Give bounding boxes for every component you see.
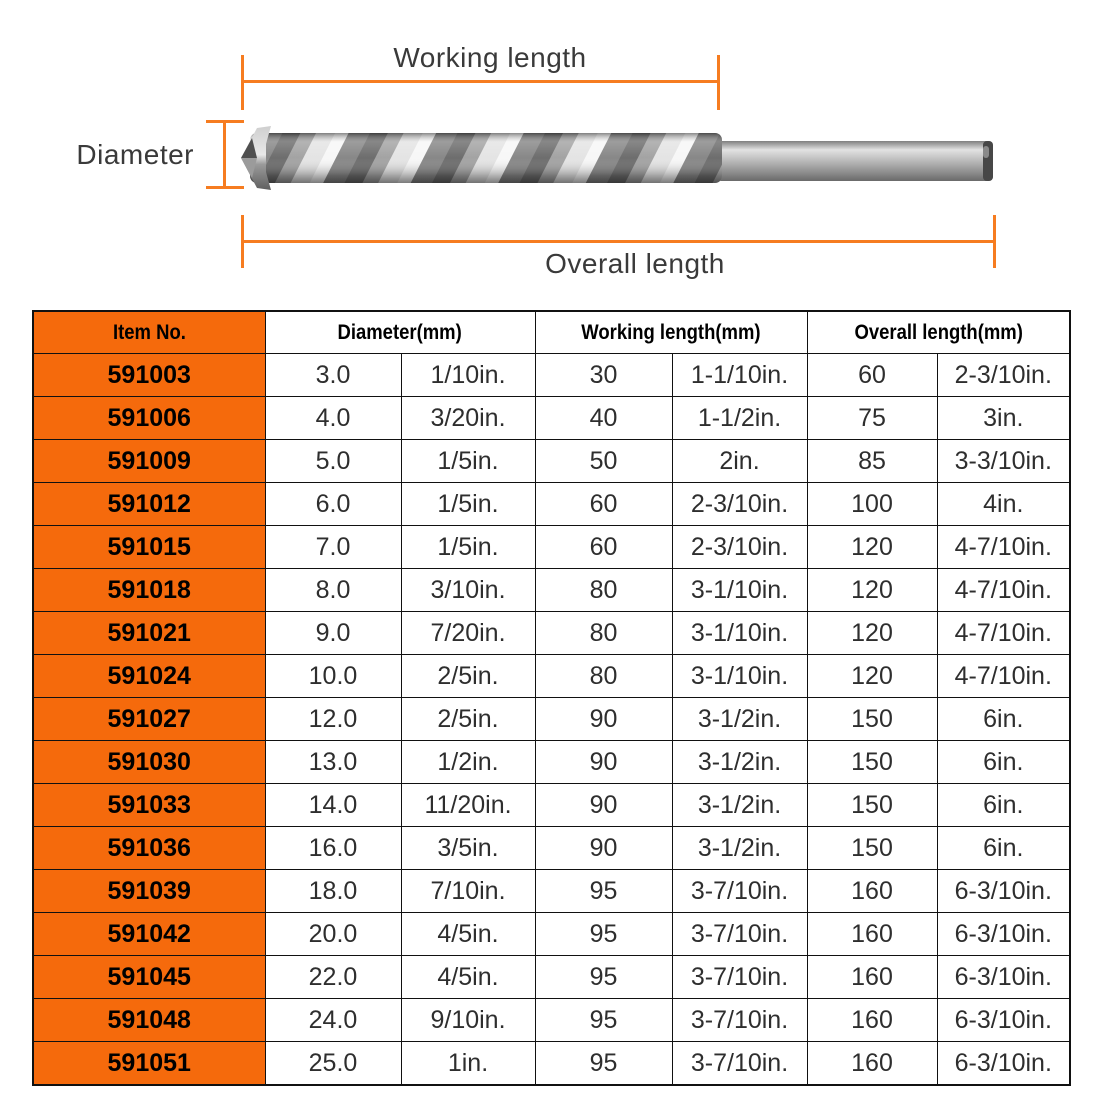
spec-cell: 1/5in. bbox=[401, 526, 535, 569]
overall-length-line bbox=[243, 240, 996, 243]
spec-cell: 4/5in. bbox=[401, 913, 535, 956]
spec-cell: 2-3/10in. bbox=[672, 526, 807, 569]
item-no-cell: 591021 bbox=[33, 612, 265, 655]
spec-row bbox=[33, 612, 1070, 655]
spec-cell: 90 bbox=[535, 784, 672, 827]
spec-cell: 7/20in. bbox=[401, 612, 535, 655]
spec-cell: 4-7/10in. bbox=[937, 612, 1070, 655]
spec-cell: 4/5in. bbox=[401, 956, 535, 999]
spec-cell: 160 bbox=[807, 870, 937, 913]
spec-cell: 100 bbox=[807, 483, 937, 526]
col-header-item-no bbox=[33, 311, 265, 354]
spec-cell: 160 bbox=[807, 956, 937, 999]
spec-cell: 80 bbox=[535, 612, 672, 655]
spec-cell: 3-3/10in. bbox=[937, 440, 1070, 483]
item-no-cell: 591051 bbox=[33, 1042, 265, 1086]
spec-cell: 4in. bbox=[937, 483, 1070, 526]
working-length-line bbox=[243, 80, 720, 83]
spec-row bbox=[33, 999, 1070, 1042]
item-no-cell: 591012 bbox=[33, 483, 265, 526]
spec-row bbox=[33, 569, 1070, 612]
spec-cell: 7.0 bbox=[265, 526, 401, 569]
col-header-diameter-label: Diameter(mm) bbox=[337, 320, 463, 344]
spec-cell: 18.0 bbox=[265, 870, 401, 913]
spec-cell: 95 bbox=[535, 956, 672, 999]
spec-cell: 13.0 bbox=[265, 741, 401, 784]
diameter-line bbox=[223, 120, 226, 189]
spec-cell: 95 bbox=[535, 870, 672, 913]
item-no-cell: 591039 bbox=[33, 870, 265, 913]
spec-cell: 16.0 bbox=[265, 827, 401, 870]
working-length-tick-left bbox=[241, 55, 244, 110]
spec-row bbox=[33, 698, 1070, 741]
spec-cell: 2in. bbox=[672, 440, 807, 483]
spec-cell: 3-7/10in. bbox=[672, 913, 807, 956]
drill-flutes bbox=[250, 133, 722, 183]
spec-cell: 10.0 bbox=[265, 655, 401, 698]
spec-cell: 60 bbox=[807, 354, 937, 397]
spec-cell: 1-1/2in. bbox=[672, 397, 807, 440]
col-header-item-no-label: Item No. bbox=[112, 320, 186, 344]
spec-cell: 6in. bbox=[937, 784, 1070, 827]
spec-cell: 2-3/10in. bbox=[937, 354, 1070, 397]
spec-cell: 60 bbox=[535, 483, 672, 526]
spec-row bbox=[33, 870, 1070, 913]
spec-cell: 3-1/2in. bbox=[672, 784, 807, 827]
spec-cell: 3-7/10in. bbox=[672, 956, 807, 999]
spec-row bbox=[33, 956, 1070, 999]
spec-cell: 11/20in. bbox=[401, 784, 535, 827]
col-header-working-length-label: Working length(mm) bbox=[581, 320, 761, 344]
spec-cell: 20.0 bbox=[265, 913, 401, 956]
item-no-cell: 591036 bbox=[33, 827, 265, 870]
spec-cell: 3.0 bbox=[265, 354, 401, 397]
spec-cell: 12.0 bbox=[265, 698, 401, 741]
working-length-label: Working length bbox=[393, 42, 587, 73]
item-no-cell: 591018 bbox=[33, 569, 265, 612]
spec-cell: 3in. bbox=[937, 397, 1070, 440]
spec-cell: 40 bbox=[535, 397, 672, 440]
spec-cell: 50 bbox=[535, 440, 672, 483]
spec-cell: 4-7/10in. bbox=[937, 655, 1070, 698]
spec-cell: 8.0 bbox=[265, 569, 401, 612]
dimension-diagram bbox=[0, 0, 1100, 310]
spec-cell: 75 bbox=[807, 397, 937, 440]
spec-cell: 2/5in. bbox=[401, 698, 535, 741]
overall-length-label: Overall length bbox=[545, 248, 725, 279]
spec-cell: 160 bbox=[807, 913, 937, 956]
spec-cell: 3-7/10in. bbox=[672, 1042, 807, 1086]
spec-cell: 80 bbox=[535, 655, 672, 698]
item-no-cell: 591033 bbox=[33, 784, 265, 827]
spec-row bbox=[33, 1042, 1070, 1086]
spec-table bbox=[32, 310, 1071, 1086]
spec-row bbox=[33, 784, 1070, 827]
overall-length-tick-right bbox=[993, 215, 996, 268]
item-no-cell: 591003 bbox=[33, 354, 265, 397]
spec-cell: 3/10in. bbox=[401, 569, 535, 612]
col-header-diameter bbox=[265, 311, 535, 354]
spec-cell: 6-3/10in. bbox=[937, 1042, 1070, 1086]
spec-cell: 1-1/10in. bbox=[672, 354, 807, 397]
spec-cell: 6in. bbox=[937, 827, 1070, 870]
spec-cell: 3-7/10in. bbox=[672, 870, 807, 913]
col-header-overall-length bbox=[807, 311, 1070, 354]
spec-cell: 25.0 bbox=[265, 1042, 401, 1086]
spec-cell: 90 bbox=[535, 741, 672, 784]
spec-cell: 85 bbox=[807, 440, 937, 483]
spec-row bbox=[33, 354, 1070, 397]
spec-table-body bbox=[33, 354, 1070, 1086]
spec-cell: 24.0 bbox=[265, 999, 401, 1042]
spec-row bbox=[33, 483, 1070, 526]
spec-cell: 90 bbox=[535, 827, 672, 870]
spec-cell: 6in. bbox=[937, 741, 1070, 784]
spec-cell: 14.0 bbox=[265, 784, 401, 827]
spec-cell: 1/5in. bbox=[401, 483, 535, 526]
spec-cell: 3-1/2in. bbox=[672, 827, 807, 870]
item-no-cell: 591009 bbox=[33, 440, 265, 483]
spec-cell: 3-1/2in. bbox=[672, 741, 807, 784]
item-no-cell: 591045 bbox=[33, 956, 265, 999]
item-no-cell: 591024 bbox=[33, 655, 265, 698]
spec-cell: 4-7/10in. bbox=[937, 526, 1070, 569]
spec-cell: 6.0 bbox=[265, 483, 401, 526]
spec-cell: 150 bbox=[807, 827, 937, 870]
spec-cell: 95 bbox=[535, 999, 672, 1042]
spec-cell: 6-3/10in. bbox=[937, 870, 1070, 913]
spec-cell: 9/10in. bbox=[401, 999, 535, 1042]
working-length-tick-right bbox=[717, 55, 720, 110]
spec-cell: 30 bbox=[535, 354, 672, 397]
spec-cell: 2-3/10in. bbox=[672, 483, 807, 526]
spec-row bbox=[33, 440, 1070, 483]
spec-cell: 3/5in. bbox=[401, 827, 535, 870]
item-no-cell: 591015 bbox=[33, 526, 265, 569]
spec-cell: 120 bbox=[807, 655, 937, 698]
drill-shank bbox=[716, 141, 993, 181]
item-no-cell: 591006 bbox=[33, 397, 265, 440]
item-no-cell: 591027 bbox=[33, 698, 265, 741]
spec-row bbox=[33, 913, 1070, 956]
spec-cell: 80 bbox=[535, 569, 672, 612]
spec-cell: 3-7/10in. bbox=[672, 999, 807, 1042]
item-no-cell: 591042 bbox=[33, 913, 265, 956]
spec-table-header bbox=[33, 311, 1070, 354]
spec-cell: 95 bbox=[535, 913, 672, 956]
spec-cell: 95 bbox=[535, 1042, 672, 1086]
spec-cell: 150 bbox=[807, 784, 937, 827]
col-header-working-length bbox=[535, 311, 807, 354]
spec-cell: 3-1/10in. bbox=[672, 655, 807, 698]
spec-cell: 160 bbox=[807, 999, 937, 1042]
spec-cell: 6-3/10in. bbox=[937, 956, 1070, 999]
spec-cell: 160 bbox=[807, 1042, 937, 1086]
spec-cell: 7/10in. bbox=[401, 870, 535, 913]
spec-cell: 120 bbox=[807, 612, 937, 655]
item-no-cell: 591030 bbox=[33, 741, 265, 784]
spec-cell: 6-3/10in. bbox=[937, 999, 1070, 1042]
spec-cell: 22.0 bbox=[265, 956, 401, 999]
spec-cell: 3-1/10in. bbox=[672, 569, 807, 612]
spec-row bbox=[33, 397, 1070, 440]
spec-cell: 4-7/10in. bbox=[937, 569, 1070, 612]
spec-cell: 6-3/10in. bbox=[937, 913, 1070, 956]
spec-table-wrapper bbox=[0, 310, 1100, 1086]
item-no-cell: 591048 bbox=[33, 999, 265, 1042]
diameter-label: Diameter bbox=[76, 139, 194, 170]
spec-row bbox=[33, 741, 1070, 784]
col-header-overall-length-label: Overall length(mm) bbox=[854, 320, 1023, 344]
spec-cell: 1/10in. bbox=[401, 354, 535, 397]
spec-cell: 150 bbox=[807, 741, 937, 784]
spec-cell: 120 bbox=[807, 569, 937, 612]
spec-row bbox=[33, 827, 1070, 870]
spec-cell: 3-1/10in. bbox=[672, 612, 807, 655]
spec-cell: 4.0 bbox=[265, 397, 401, 440]
spec-cell: 1in. bbox=[401, 1042, 535, 1086]
spec-cell: 150 bbox=[807, 698, 937, 741]
spec-cell: 5.0 bbox=[265, 440, 401, 483]
spec-row bbox=[33, 526, 1070, 569]
spec-cell: 9.0 bbox=[265, 612, 401, 655]
spec-cell: 6in. bbox=[937, 698, 1070, 741]
spec-cell: 90 bbox=[535, 698, 672, 741]
spec-cell: 1/5in. bbox=[401, 440, 535, 483]
spec-cell: 120 bbox=[807, 526, 937, 569]
overall-length-tick-left bbox=[241, 215, 244, 268]
spec-cell: 3-1/2in. bbox=[672, 698, 807, 741]
spec-row bbox=[33, 655, 1070, 698]
spec-cell: 1/2in. bbox=[401, 741, 535, 784]
spec-cell: 2/5in. bbox=[401, 655, 535, 698]
spec-cell: 60 bbox=[535, 526, 672, 569]
spec-cell: 3/20in. bbox=[401, 397, 535, 440]
